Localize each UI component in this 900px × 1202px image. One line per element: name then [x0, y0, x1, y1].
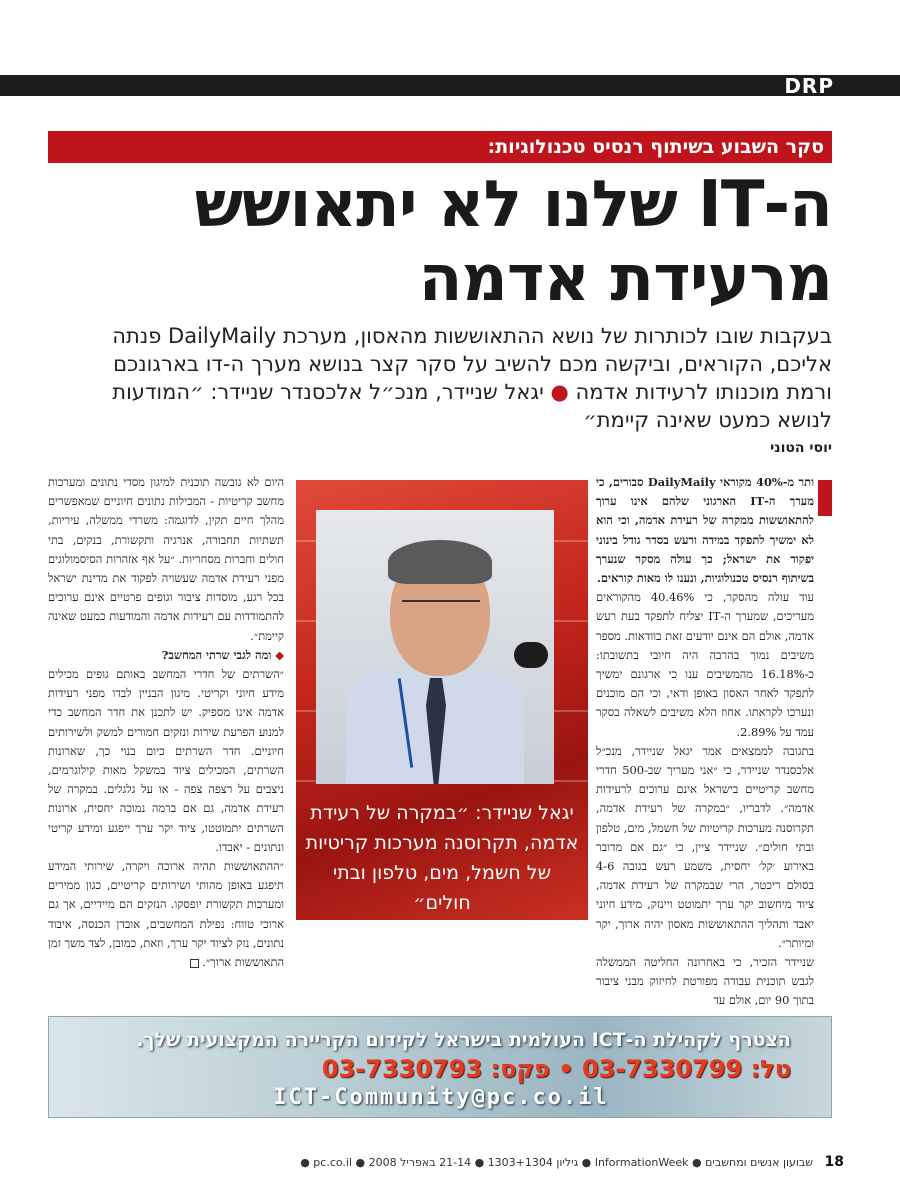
ad-phone-fax: טל: 03-7330799 • פקס: 03-7330793 — [321, 1055, 791, 1083]
lead-text-a: בעקבות שובו לכותרות של נושא ההתאוששות מהאסון, מערכת DailyMaily פנתה אליכם, הקוראים, וביקשה מכם להשיב על סקר קצר בנושא מערך ה-דו בארגונכם ורמת מוכנותו לרעידות אדמה — [112, 324, 832, 404]
subheading-question — [48, 646, 284, 665]
page-title — [132, 168, 832, 316]
end-mark-icon — [190, 959, 199, 968]
body-paragraph: עוד עולה מהסקר, כי 40.46% מהקוראים מעריכים, שמערך ה-IT יצליח לתפקד בעת רעש אדמה, אולם הם אינם יודעים זאת בוודאות. מספר משיבים נמוך בהרבה היה חיובי בתשובתו: כ-16.18% מהמשיבים ענו כי ארגונם ימשיך לתפקד לאחר האסון באופן ודאי, וכי הם מוכנים ונערכו לקראתו. אחוז הלא משיבים לשאלה בסקר עמד על 2.89%. — [596, 590, 814, 739]
question-text: ומה לגבי שרתי המחשב? — [161, 647, 272, 662]
ad-headline: הצטרף לקהילת ה-ICT העולמית בישראל לקידום הקריירה המקצועית שלך. — [136, 1029, 791, 1051]
body-paragraph — [48, 857, 284, 972]
advertisement-banner — [48, 1016, 832, 1118]
photo-panel — [296, 480, 588, 920]
survey-banner: סקר השבוע בשיתוף רנסיס טכנולוגיות: — [48, 131, 832, 163]
section-header-bar — [0, 75, 900, 96]
body-paragraph: בתגובה לממצאים אמר יגאל שניידר, מנכ״ל אלכסנדר שניידר, כי ״אני מעריך שב-500 חדרי מחשב קריטיים בישראל אינם ערוכים לרעידות אדמה״. לדבריו, ״במקרה של רעידת אדמה, תקרוסנה מערכות קריטיות של חשמל, מים, טלפון ובתי חולים״. שניידר ציין, כי ״גם אם מדובר באירוע ׳קל׳ יחסית, משמע רעש בגובה 4-6 בסולם ריכטר, הרי שבמקרה של רעידת אדמה, ציוד מיחשוב יקר ערך יתמוטט ויינזק, מידע חיוני יאבד ותהליך ההתאוששות מאסון יהיה ארוך, יקר ומיותר״. — [596, 743, 814, 950]
ad-email-link[interactable]: ICT-Community@pc.co.il — [273, 1085, 609, 1110]
body-paragraph: היום לא גובשה תוכנית למיגון מסדי נתונים ומערכות מחשב קריטיות - המכילות נתונים חיוניים שמאפשרים מהלך חיים תקין, לדוגמה: משרדי ממשלה, עיריות, תשתיות תחבורה, אנרגיה ותקשורת, בנקים, בתי חולים וחברות מסחריות. ״על אף אזהרות הסיסמולוגים מפני רעידת אדמה שעשויה לפקוד את מדינת ישראל בכל רגע, מוסדות ציבור וגופים פרטיים אינם ערוכים להתמודדות עם רעידות אדמה והמודעות כמעט שאינה קיימת״. — [48, 475, 284, 643]
body-paragraph: שניידר הזכיר, כי באחרונה החליטה הממשלה לגבש תוכנית עבודה מפורטת לחיזוק מבני ציבור בתוך 90 יום, אולם עד — [596, 955, 814, 1008]
headline-line-1: ה-IT שלנו לא יתאושש — [194, 168, 832, 242]
body-text: ״ההתאוששות תהיה ארוכה ויקרה, שירותי המידע תיפגע באופן מהותי ושירותים קריטיים, כגון ממירים ומערכות תקשורת יופסקו. הנזקים הם מיידיים, אך גם ארוכי טווח: נפילת המחשבים, אובדן הכנסה, איבוד נתונים, נזק לציוד יקר ערך, וזאת, כמובן, לצד משך זמן התאוששות ארוך״. — [48, 859, 284, 970]
page-number: 18 — [824, 1154, 844, 1170]
lead-paragraph — [62, 322, 832, 434]
author-byline: יוסי הטוני — [770, 440, 832, 456]
headline-line-2: מרעידת אדמה — [418, 242, 832, 316]
portrait-photo — [316, 510, 554, 784]
page-footer — [300, 1154, 844, 1170]
lead-text-b: יגאל שניידר, מנכ״ל אלכסנדר שניידר: ״המודעות לנושא כמעט שאינה קיימת״ — [112, 380, 832, 432]
bullet-icon: ● — [550, 380, 569, 404]
article-column-left — [48, 473, 284, 972]
body-paragraph: ״השרתים של חדרי המחשב באותם גופים מכילים מידע חיוני וקריטי. מיגון הבניין לבדו מפני רעידות אדמה אינו מספיק. יש לתכנן את חדר המחשב כדי למנוע הפרעת שירות ונזקים חמורים למשק ולשירותים חיוניים. חדר השרתים כיום בנוי כך, שארונות השרתים, המכילים ציוד במשקל מאות קילוגרמים, ניצבים על רצפה צפה - או על גלגלים. במקרה של רעידת אדמה, גם אם ברמה נמוכה יחסית, ארונות השרתים יתמוטטו, ציוד יקר ערך ייפגע ומידע קריטי ונתונים - יאבדו. — [48, 667, 284, 854]
pull-quote: יגאל שניידר: ״במקרה של רעידת אדמה, תקרוסנה מערכות קריטיות של חשמל, מים, טלפון ובתי חולים״ — [305, 802, 579, 914]
diamond-icon: ◆ — [275, 647, 284, 662]
microphone-icon — [514, 642, 548, 668]
article-column-right — [596, 473, 832, 1011]
section-tag: DRP — [784, 74, 834, 98]
intro-paragraph: ותר מ-40% מקוראי DailyMaily סבורים, כי מערך ה-IT הארגוני שלהם אינו ערוך להתאוששות ממקרה של רעידת אדמה, וכי הוא לא ימשיך לתפקד במידה ורעש בסדר גודל בינוני יפקוד את ישראל; כך עולה מסקר שנערך בשיתוף רנסיס טכנולוגיות, ונענו לו מאות קוראים. — [596, 475, 815, 586]
footer-text: שבועון אנשים ומחשבים ● InformationWeek ● גיליון 1303+1304 ● 21-14 באפריל 2008 ● pc.co.il ● — [300, 1156, 814, 1169]
